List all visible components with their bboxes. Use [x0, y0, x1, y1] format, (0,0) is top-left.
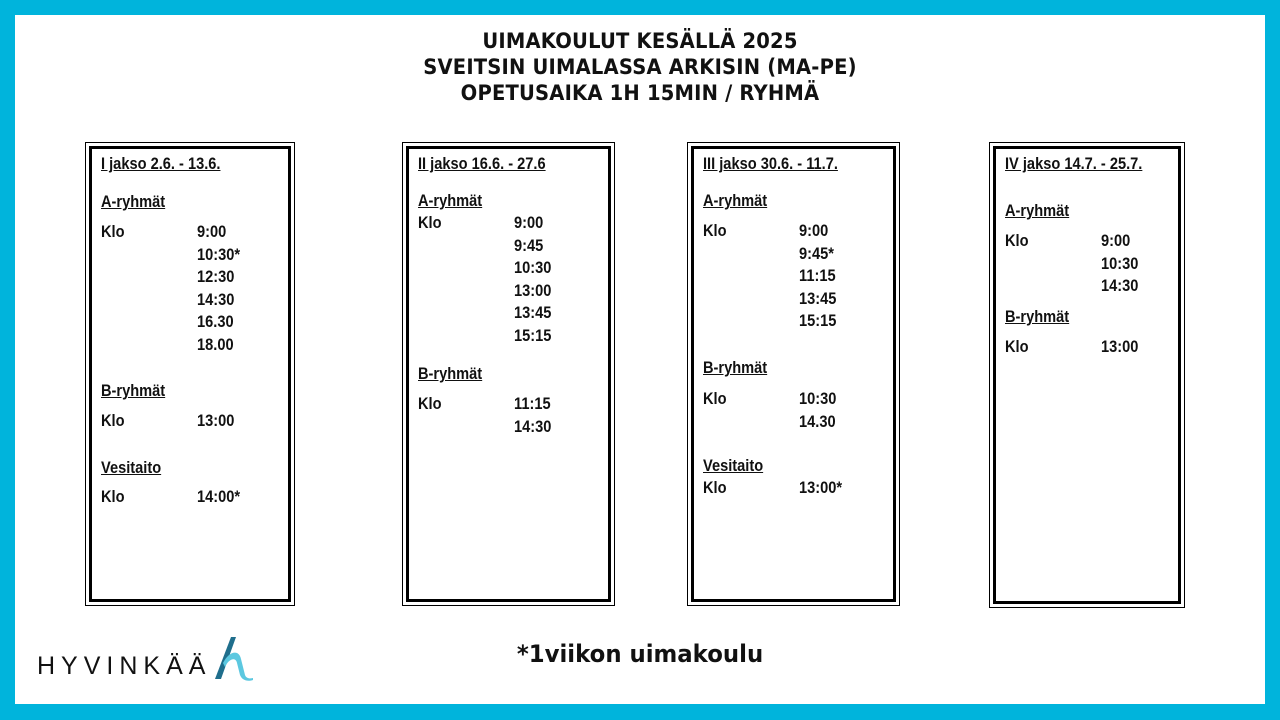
time-value: 15:15: [514, 325, 552, 345]
group-name: B-ryhmät: [418, 364, 483, 383]
title-line-2: SVEITSIN UIMALASSA ARKISIN (MA-PE): [423, 55, 857, 79]
time-value: 14.30: [799, 411, 836, 431]
time-value: 10:30*: [197, 244, 241, 264]
time-value: 13:00: [197, 411, 235, 430]
time-value: 11:15: [514, 394, 551, 413]
group-name: A-ryhmät: [1005, 201, 1070, 220]
time-value: 9:00: [197, 222, 227, 241]
title-line-1: UIMAKOULUT KESÄLLÄ 2025: [482, 29, 798, 53]
title-line-3: OPETUSAIKA 1H 15MIN / RYHMÄ: [460, 81, 820, 105]
period-card-4: [989, 142, 1185, 608]
footnote: *1viikon uimakoulu: [516, 640, 764, 668]
period-card-1: [85, 142, 295, 606]
group-name: A-ryhmät: [418, 191, 483, 210]
time-label: Klo: [1005, 337, 1029, 356]
period-heading: II jakso 16.6. - 27.6: [418, 154, 546, 173]
time-value: 9:00: [1101, 231, 1131, 250]
time-value: 9:00: [799, 221, 829, 240]
group-name: Vesitaito: [101, 458, 162, 477]
page-title: [45, 28, 1235, 106]
group-name: B-ryhmät: [703, 358, 768, 377]
group-name: Vesitaito: [703, 456, 764, 475]
time-label: Klo: [418, 213, 442, 232]
time-value: 13:45: [514, 303, 552, 322]
time-value: 13:00*: [799, 478, 843, 497]
time-value: 14:30: [514, 416, 552, 436]
time-value: 11:15: [799, 266, 836, 285]
period-card-2: [402, 142, 615, 606]
time-value: 14:00*: [197, 487, 241, 506]
time-value: 13:00: [1101, 337, 1139, 356]
time-label: Klo: [1005, 231, 1029, 250]
time-label: Klo: [101, 411, 125, 430]
group-name: A-ryhmät: [101, 192, 166, 211]
period-heading: III jakso 30.6. - 11.7.: [703, 154, 838, 173]
time-value: 15:15: [799, 311, 837, 330]
time-value: 9:00: [514, 213, 544, 232]
time-label: Klo: [703, 478, 727, 497]
period-heading: I jakso 2.6. - 13.6.: [101, 154, 221, 173]
time-value: 9:45*: [799, 243, 834, 263]
time-value: 10:30: [514, 258, 552, 277]
hyvinkaa-logo: [37, 633, 255, 683]
time-value: 12:30: [197, 267, 235, 286]
time-label: Klo: [101, 487, 125, 506]
time-value: 9:45: [514, 235, 544, 255]
logo-text: HYVINKÄÄ: [37, 652, 212, 680]
time-label: Klo: [418, 394, 442, 413]
time-label: Klo: [703, 221, 727, 240]
time-value: 10:30: [799, 389, 837, 408]
time-value: 14:30: [197, 289, 235, 309]
period-heading: IV jakso 14.7. - 25.7.: [1005, 154, 1143, 173]
group-name: B-ryhmät: [101, 381, 166, 400]
time-value: 14:30: [1101, 276, 1139, 295]
time-value: 13:00: [514, 280, 552, 300]
time-label: Klo: [703, 389, 727, 408]
time-label: Klo: [101, 222, 125, 241]
time-value: 10:30: [1101, 253, 1139, 273]
time-value: 18.00: [197, 334, 234, 354]
hyvinkaa-h-logo-icon: [209, 633, 255, 683]
period-card-3: [687, 142, 900, 606]
time-value: 16.30: [197, 312, 234, 331]
time-value: 13:45: [799, 288, 837, 308]
group-name: A-ryhmät: [703, 191, 768, 210]
group-name: B-ryhmät: [1005, 307, 1070, 326]
